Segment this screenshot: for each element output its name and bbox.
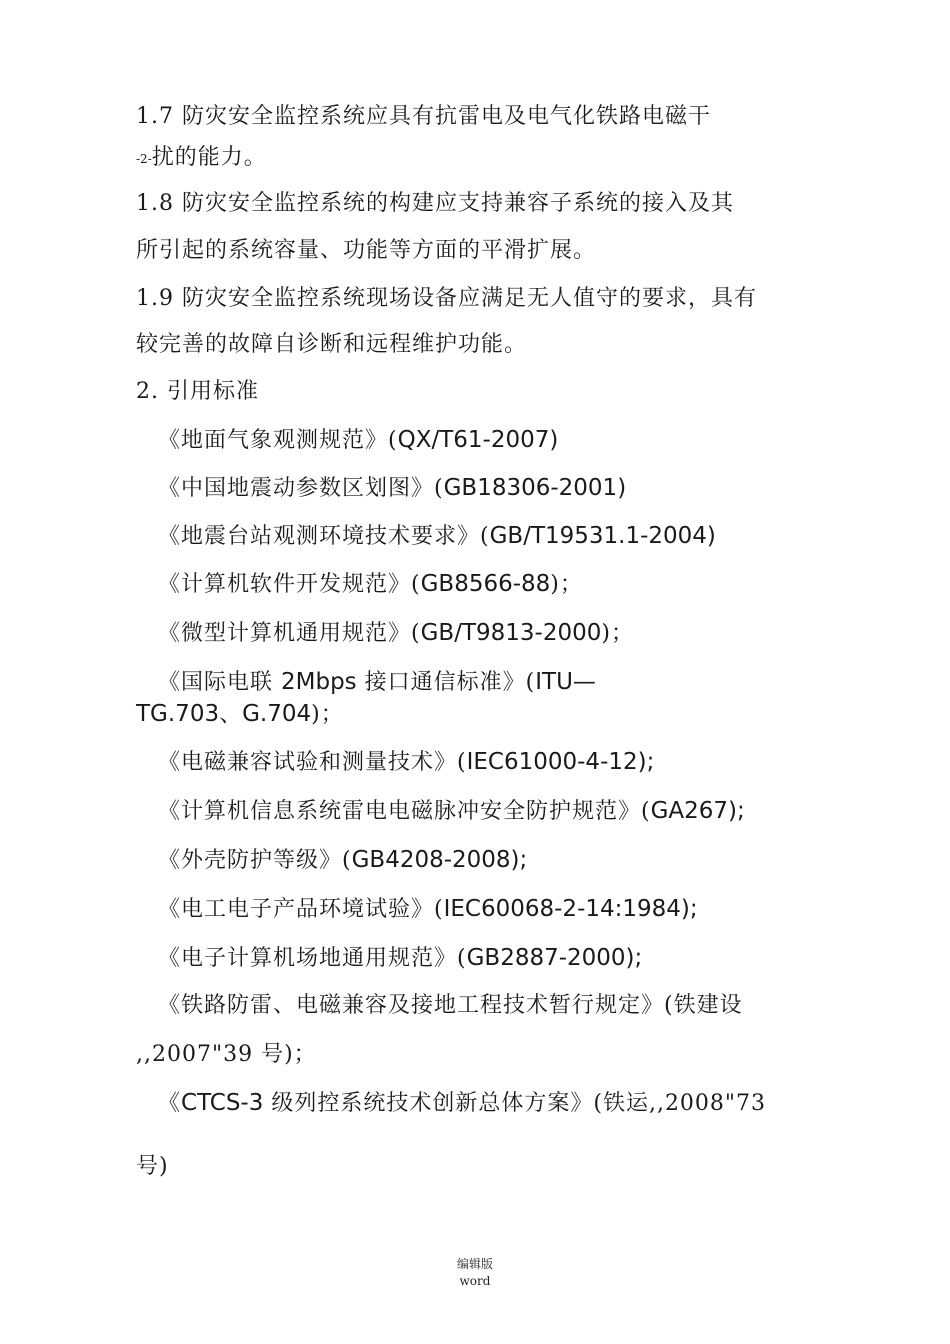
reference-item: 《铁路防雷、电磁兼容及接地工程技术暂行规定》(铁建设 [158, 993, 743, 1018]
reference-item: 《国际电联 2Mbps 接口通信标准》(ITU— [158, 669, 596, 695]
clause-1-8-line-1: 1.8 防灾安全监控系统的构建应支持兼容子系统的接入及其 [136, 191, 734, 216]
reference-item: 《CTCS-3 级列控系统技术创新总体方案》(铁运,,2008"73 [158, 1090, 767, 1116]
page-number-marker: -2- [136, 152, 152, 166]
reference-item-continuation: ,,2007"39 号)； [136, 1042, 317, 1067]
reference-item: 《中国地震动参数区划图》(GB18306-2001) [158, 475, 627, 501]
reference-item: 《电工电子产品环境试验》(IEC60068-2-14:1984); [158, 896, 698, 922]
clause-1-9-line-2: 较完善的故障自诊断和远程维护功能。 [136, 332, 528, 357]
reference-item: 《微型计算机通用规范》(GB/T9813-2000)； [158, 620, 634, 646]
reference-item: 《计算机软件开发规范》(GB8566-88)； [158, 571, 583, 597]
reference-item: 《地面气象观测规范》(QX/T61-2007) [158, 427, 559, 453]
footer-label: 编辑版 [456, 1257, 493, 1271]
section-2-heading: 2. 引用标准 [136, 379, 259, 404]
reference-item: 《电子计算机场地通用规范》(GB2887-2000); [158, 945, 643, 971]
reference-item-continuation: TG.703、G.704)； [136, 701, 344, 727]
reference-item: 《计算机信息系统雷电电磁脉冲安全防护规范》(GA267); [158, 798, 745, 824]
footer-sublabel: word [459, 1274, 491, 1288]
clause-1-8-line-2: 所引起的系统容量、功能等方面的平滑扩展。 [136, 238, 597, 263]
reference-item: 《外壳防护等级》(GB4208-2008); [158, 847, 528, 873]
reference-item: 《地震台站观测环境技术要求》(GB/T19531.1-2004) [158, 523, 716, 549]
clause-1-7-line-2: -2-扰的能力。 [136, 145, 267, 170]
clause-1-9-line-1: 1.9 防灾安全监控系统现场设备应满足无人值守的要求，具有 [136, 286, 757, 311]
reference-item: 《电磁兼容试验和测量技术》(IEC61000-4-12); [158, 749, 655, 775]
reference-item-continuation: 号) [136, 1154, 169, 1179]
clause-1-7-line-1: 1.7 防灾安全监控系统应具有抗雷电及电气化铁路电磁干 [136, 104, 711, 129]
